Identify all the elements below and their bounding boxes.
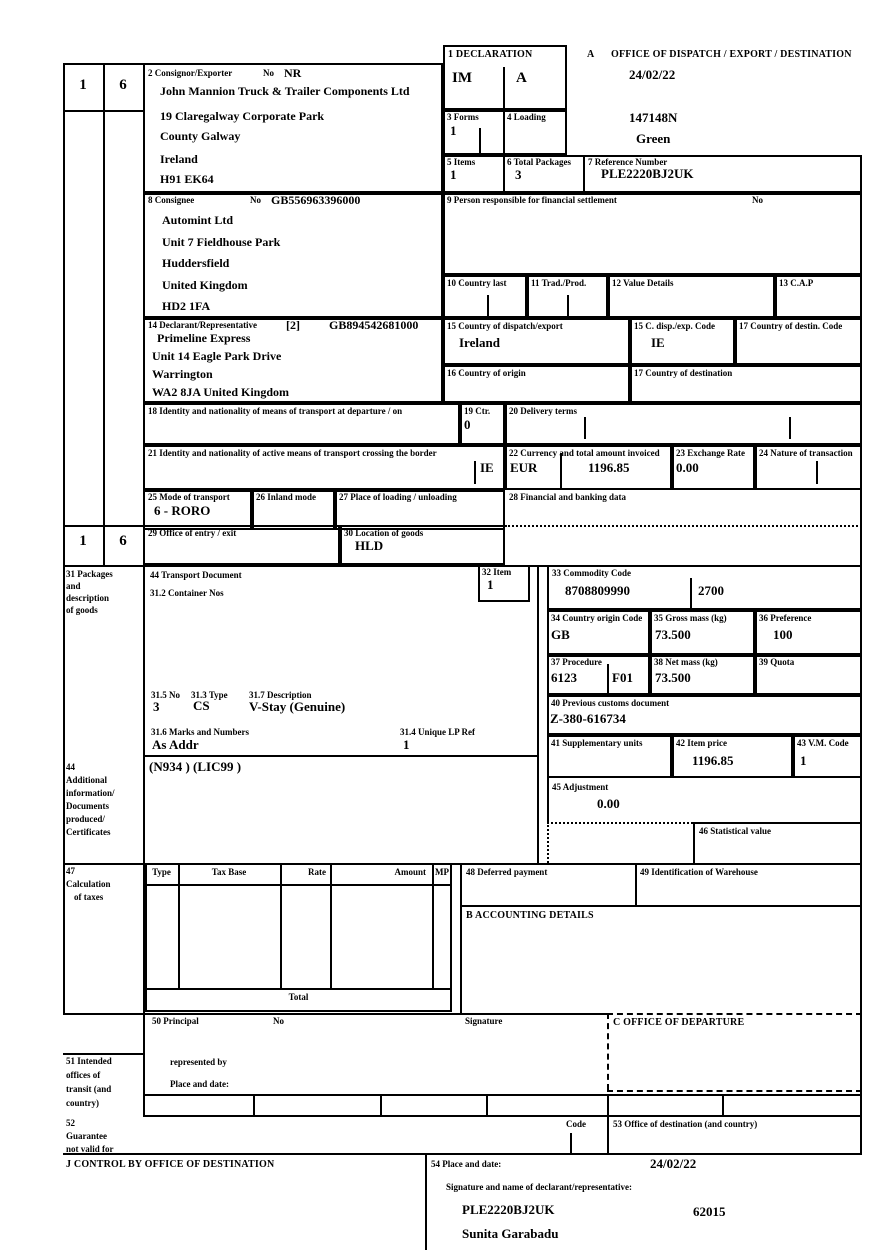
box53-label: 53 Office of destination (and country) bbox=[613, 1119, 758, 1129]
box38-label: 38 Net mass (kg) bbox=[654, 657, 718, 667]
box21-tick bbox=[474, 461, 476, 484]
box36-label: 36 Preference bbox=[759, 613, 812, 623]
box37-value1: 6123 bbox=[551, 670, 577, 685]
box15-label: 15 Country of dispatch/export bbox=[447, 321, 563, 331]
box14-label: 14 Declarant/Representative bbox=[148, 320, 258, 330]
box51-label-line-1: offices of bbox=[66, 1070, 101, 1080]
box14-address-line-1: Unit 14 Eagle Park Drive bbox=[152, 349, 282, 363]
box37-divider bbox=[607, 664, 609, 695]
sectionC-bottom-dashed bbox=[607, 1090, 862, 1092]
box44-label-line-4: produced/ bbox=[66, 814, 105, 824]
box14-address-line-0: Primeline Express bbox=[157, 331, 251, 345]
box17-label: 17 Country of destination bbox=[634, 368, 733, 378]
box10-tick bbox=[487, 295, 489, 316]
box44-label-line-5: Certificates bbox=[66, 827, 111, 837]
box44-label-line-1: Additional bbox=[66, 775, 108, 785]
box8-no-value: GB556963396000 bbox=[271, 193, 361, 207]
box22-amount: 1196.85 bbox=[588, 460, 630, 475]
box8-address-line-2: Huddersfield bbox=[162, 256, 230, 270]
transit-cell-divider-3 bbox=[486, 1094, 488, 1115]
box33-value1: 8708809990 bbox=[565, 583, 630, 598]
box2-label: 2 Consignor/Exporter bbox=[148, 68, 233, 78]
box51-label-line-2: transit (and bbox=[66, 1084, 112, 1094]
box50-no-label: No bbox=[273, 1016, 284, 1026]
box54-code: 62015 bbox=[693, 1204, 726, 1219]
officeA-label: OFFICE OF DISPATCH / EXPORT / DESTINATION bbox=[611, 49, 852, 60]
box35-value: 73.500 bbox=[655, 627, 691, 642]
sectionJ-label: J CONTROL BY OFFICE OF DESTINATION bbox=[66, 1159, 275, 1170]
tax-table-col4-divider bbox=[432, 863, 434, 988]
box1-declaration-proc: A bbox=[516, 70, 527, 86]
box31-label-line-0: 31 Packages bbox=[66, 569, 113, 579]
box5-label: 5 Items bbox=[447, 157, 476, 167]
box18-label: 18 Identity and nationality of means of transport at departure / on bbox=[148, 406, 403, 416]
box54-reference: PLE2220BJ2UK bbox=[462, 1202, 555, 1217]
copy-number-right: 6 bbox=[119, 77, 127, 93]
box48-label: 48 Deferred payment bbox=[466, 867, 548, 877]
box2-no-value: NR bbox=[284, 66, 302, 80]
box7-value: PLE2220BJ2UK bbox=[601, 166, 694, 181]
box30-label: 30 Location of goods bbox=[344, 528, 424, 538]
box11-label: 11 Trad./Prod. bbox=[531, 278, 587, 288]
box31-label-line-2: description bbox=[66, 593, 110, 603]
box8-address-line-1: Unit 7 Fieldhouse Park bbox=[162, 235, 281, 249]
box8-label: 8 Consignee bbox=[148, 195, 195, 205]
box13-label: 13 C.A.P bbox=[779, 278, 814, 288]
box50-place-date: Place and date: bbox=[170, 1079, 229, 1089]
tax-header-mp: MP bbox=[435, 867, 449, 877]
box45-left-border bbox=[547, 778, 549, 822]
box2-address-line-1: 19 Claregalway Corporate Park bbox=[160, 109, 325, 123]
box8-address-line-3: United Kingdom bbox=[162, 278, 248, 292]
box2-address-line-4: H91 EK64 bbox=[160, 172, 214, 186]
transit-cell-divider-2 bbox=[380, 1094, 382, 1115]
copy-number-right-2: 6 bbox=[119, 533, 127, 549]
box2-address-line-0: John Mannion Truck & Trailer Components Ltd bbox=[160, 84, 410, 98]
box8-address-line-0: Automint Ltd bbox=[162, 213, 234, 227]
transit-cells-bottom bbox=[143, 1115, 862, 1117]
box29-label: 29 Office of entry / exit bbox=[148, 528, 237, 538]
transit-cell-divider-4 bbox=[722, 1094, 724, 1115]
box7-label: 7 Reference Number bbox=[588, 157, 668, 167]
box15a-label: 15 C. disp./exp. Code bbox=[634, 321, 716, 331]
box317-value: V-Stay (Genuine) bbox=[249, 699, 346, 714]
box23-label: 23 Exchange Rate bbox=[676, 448, 745, 458]
box50-signature-label: Signature bbox=[465, 1016, 503, 1026]
box9-label: 9 Person responsible for financial settlement bbox=[447, 195, 617, 205]
box50-label: 50 Principal bbox=[152, 1016, 199, 1026]
tax-header-rate: Rate bbox=[308, 867, 326, 877]
box22-currency: EUR bbox=[510, 460, 538, 475]
box3-value: 1 bbox=[450, 123, 457, 138]
box32-label: 32 Item bbox=[482, 567, 512, 577]
box15a-value: IE bbox=[651, 335, 665, 350]
box2-no-label: No bbox=[263, 68, 274, 78]
box34-value: GB bbox=[551, 627, 570, 642]
box37-label: 37 Procedure bbox=[551, 657, 602, 667]
box31-label-line-3: of goods bbox=[66, 605, 98, 615]
copy-box-top bbox=[63, 63, 143, 65]
box54-date: 24/02/22 bbox=[650, 1156, 697, 1171]
box24-label: 24 Nature of transaction bbox=[759, 448, 853, 458]
sectionC-label: C OFFICE OF DEPARTURE bbox=[613, 1017, 745, 1028]
box1-divider bbox=[503, 67, 505, 110]
box312-label: 31.2 Container Nos bbox=[150, 588, 224, 598]
box30-value: HLD bbox=[355, 538, 384, 553]
box33-label: 33 Commodity Code bbox=[552, 568, 631, 578]
box10-label: 10 Country last bbox=[447, 278, 507, 288]
box49-label: 49 Identification of Warehouse bbox=[640, 867, 758, 877]
officeA-date: 24/02/22 bbox=[629, 67, 676, 82]
box22-label: 22 Currency and total amount invoiced bbox=[509, 448, 660, 458]
officeA-prefix: A bbox=[587, 49, 595, 60]
box27-label: 27 Place of loading / unloading bbox=[339, 492, 457, 502]
box1-label: 1 DECLARATION bbox=[448, 49, 533, 60]
box54-declarant-name: Sunita Garabadu bbox=[462, 1226, 559, 1241]
sectionC-top-dashed bbox=[607, 1013, 862, 1015]
box35-label: 35 Gross mass (kg) bbox=[654, 613, 727, 623]
box14-no-value: GB894542681000 bbox=[329, 318, 419, 332]
box31-label-line-1: and bbox=[66, 581, 81, 591]
box44-label-line-0: 44 bbox=[66, 762, 75, 772]
box43-label: 43 V.M. Code bbox=[797, 738, 849, 748]
principal-section-top-line bbox=[63, 1013, 607, 1015]
box42-label: 42 Item price bbox=[676, 738, 727, 748]
box8-no-label: No bbox=[250, 195, 261, 205]
box52-label-line-1: Guarantee bbox=[66, 1131, 107, 1141]
goods-box44-divider bbox=[143, 755, 537, 757]
box33-value2: 2700 bbox=[698, 583, 724, 598]
box24-tick bbox=[816, 461, 818, 484]
box9-no-label: No bbox=[752, 195, 763, 205]
box28-label: 28 Financial and banking data bbox=[509, 492, 627, 502]
box316-value: As Addr bbox=[152, 737, 199, 752]
box38-value: 73.500 bbox=[655, 670, 691, 685]
officeA-number: 147148N bbox=[629, 110, 678, 125]
officeA-route: Green bbox=[636, 131, 671, 146]
box41-label: 41 Supplementary units bbox=[551, 738, 643, 748]
box45-value: 0.00 bbox=[597, 796, 620, 811]
transit-cell-divider-1 bbox=[253, 1094, 255, 1115]
box315-label: 31.5 No bbox=[151, 690, 180, 700]
box25-label: 25 Mode of transport bbox=[148, 492, 230, 502]
box33-divider bbox=[690, 578, 692, 610]
box52-code-tick bbox=[570, 1133, 572, 1153]
box11-tick bbox=[567, 295, 569, 316]
tax-header-type: Type bbox=[152, 867, 171, 877]
sectionC-left-dashed bbox=[607, 1013, 609, 1090]
copy-number-left: 1 bbox=[79, 77, 87, 93]
box19-label: 19 Ctr. bbox=[464, 406, 491, 416]
transit-cells-top bbox=[143, 1094, 862, 1096]
box42-value: 1196.85 bbox=[692, 753, 734, 768]
box37-value2: F01 bbox=[612, 670, 633, 685]
box17a-label: 17 Country of destin. Code bbox=[739, 321, 843, 331]
box21-label: 21 Identity and nationality of active means of transport crossing the border bbox=[148, 448, 437, 458]
box40-value: Z-380-616734 bbox=[550, 711, 626, 726]
box3-label: 3 Forms bbox=[447, 112, 479, 122]
tax-table-header-line bbox=[145, 884, 452, 886]
box45-dotted-bottom bbox=[547, 822, 693, 824]
tax-header-amount: Amount bbox=[394, 867, 426, 877]
sectionJ-divider bbox=[425, 1153, 427, 1250]
box316-label: 31.6 Marks and Numbers bbox=[151, 727, 250, 737]
box51-label-line-0: 51 Intended bbox=[66, 1056, 112, 1066]
box32-value: 1 bbox=[487, 577, 494, 592]
box23-value: 0.00 bbox=[676, 460, 699, 475]
box39-label: 39 Quota bbox=[759, 657, 795, 667]
box44-label-line-3: Documents bbox=[66, 801, 109, 811]
tax-table-total-line bbox=[145, 988, 452, 990]
box2-address-line-3: Ireland bbox=[160, 152, 198, 166]
box20-tick-2 bbox=[789, 417, 791, 439]
box47-label-line-1: Calculation bbox=[66, 879, 111, 889]
box4-label: 4 Loading bbox=[507, 112, 546, 122]
box48-bottom-line bbox=[460, 905, 862, 907]
box52-code-label: Code bbox=[566, 1119, 586, 1129]
box46-dotted-left-region bbox=[547, 822, 549, 863]
box26-label: 26 Inland mode bbox=[256, 492, 317, 502]
box22-divider bbox=[560, 453, 562, 488]
box14-code: [2] bbox=[286, 318, 300, 332]
goods-box-right-border bbox=[537, 565, 539, 863]
box20-label: 20 Delivery terms bbox=[509, 406, 577, 416]
box19-value: 0 bbox=[464, 417, 471, 432]
box44t-label: 44 Transport Document bbox=[150, 570, 242, 580]
tax-header-tax-base: Tax Base bbox=[211, 867, 247, 877]
copy-box-bottom bbox=[63, 110, 143, 112]
box46-label: 46 Statistical value bbox=[699, 826, 771, 836]
box6-value: 3 bbox=[515, 167, 522, 182]
box50-represented-by: represented by bbox=[170, 1057, 227, 1067]
copy-number-left-2: 1 bbox=[79, 533, 87, 549]
box44-label-line-2: information/ bbox=[66, 788, 115, 798]
control-section-top-line bbox=[63, 1153, 862, 1155]
box51-label-line-3: country) bbox=[66, 1098, 99, 1108]
box14-address-line-2: Warrington bbox=[152, 367, 213, 381]
box54-signature-label: Signature and name of declarant/representative: bbox=[446, 1182, 632, 1192]
box46-top-border bbox=[693, 822, 862, 824]
box34-label: 34 Country origin Code bbox=[551, 613, 643, 623]
box52-label-line-0: 52 bbox=[66, 1118, 75, 1128]
box5-value: 1 bbox=[450, 167, 457, 182]
box47-label-line-0: 47 bbox=[66, 866, 75, 876]
box47-label-line-2: of taxes bbox=[74, 892, 104, 902]
box40-label: 40 Previous customs document bbox=[551, 698, 670, 708]
box1-declaration-type: IM bbox=[452, 70, 472, 86]
box12-label: 12 Value Details bbox=[612, 278, 674, 288]
box48-49-divider bbox=[635, 863, 637, 905]
tax-table-col3-divider bbox=[330, 863, 332, 988]
box317-label: 31.7 Description bbox=[249, 690, 312, 700]
box16-label: 16 Country of origin bbox=[447, 368, 526, 378]
tax-table-col2-divider bbox=[280, 863, 282, 988]
box21-value: IE bbox=[480, 460, 494, 475]
copy-column-divider bbox=[103, 63, 105, 565]
box46-left-border bbox=[693, 822, 695, 863]
box2-address-line-2: County Galway bbox=[160, 129, 241, 143]
box313-label: 31.3 Type bbox=[191, 690, 228, 700]
box314-label: 31.4 Unique LP Ref bbox=[400, 727, 476, 737]
tax-section-divider bbox=[460, 863, 462, 1013]
box315-value: 3 bbox=[153, 699, 160, 714]
box3-tick bbox=[479, 128, 481, 153]
box6-label: 6 Total Packages bbox=[507, 157, 572, 167]
box314-value: 1 bbox=[403, 737, 410, 752]
box15-value: Ireland bbox=[459, 335, 500, 350]
box54-label: 54 Place and date: bbox=[431, 1159, 502, 1169]
box36-value: 100 bbox=[773, 627, 793, 642]
box51-top-line bbox=[63, 1053, 143, 1055]
box52-label-line-2: not valid for bbox=[66, 1144, 114, 1154]
box313-value: CS bbox=[193, 698, 210, 713]
box44-value: (N934 ) (LIC99 ) bbox=[149, 759, 242, 774]
box20-tick-1 bbox=[584, 417, 586, 439]
box8-address-line-4: HD2 1FA bbox=[162, 299, 211, 313]
box53-left-border bbox=[607, 1094, 609, 1153]
box28-dotted-line bbox=[505, 525, 862, 527]
box14-address-line-3: WA2 8JA United Kingdom bbox=[152, 385, 290, 399]
tax-table-col1-divider bbox=[178, 863, 180, 988]
box25-value: 6 - RORO bbox=[154, 503, 211, 518]
box45-label: 45 Adjustment bbox=[552, 782, 609, 792]
box43-value: 1 bbox=[800, 753, 807, 768]
sectionB-label: B ACCOUNTING DETAILS bbox=[466, 910, 594, 921]
tax-total-label: Total bbox=[288, 992, 309, 1002]
